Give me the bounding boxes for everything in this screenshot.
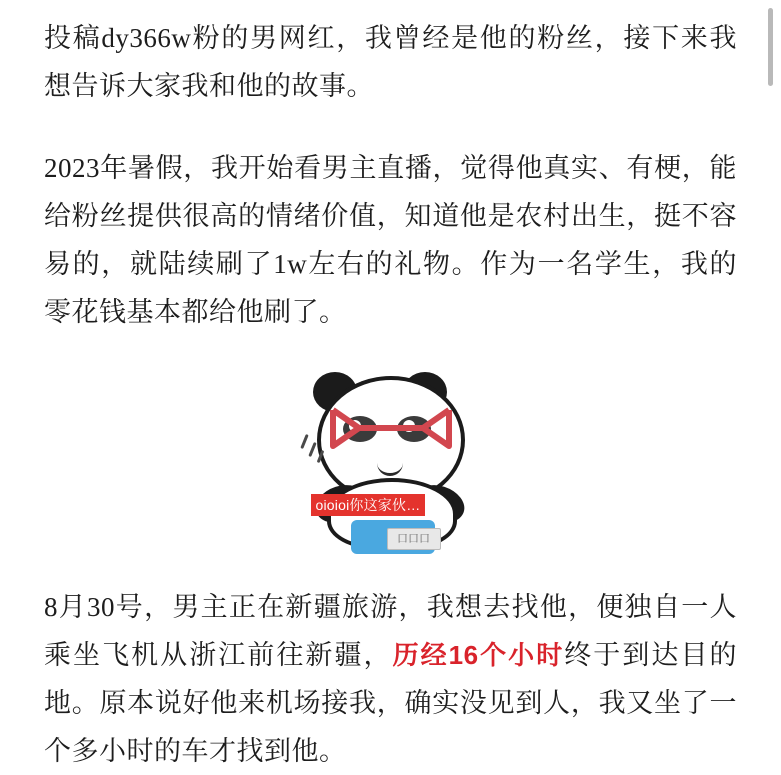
paragraph-1: 投稿dy366w粉的男网红，我曾经是他的粉丝，接下来我想告诉大家我和他的故事。 (44, 23, 737, 101)
meme-shirt-label: 口口口 (387, 528, 441, 550)
sweat-line-icon (300, 434, 308, 449)
meme-caption: oioioi你这家伙… (311, 494, 426, 516)
red-glasses-icon (329, 404, 453, 452)
paragraph-3-highlight: 历经16个小时 (392, 640, 565, 670)
figure-panda-meme (44, 370, 737, 555)
paragraph-3-text-after: 终于到达目的地。原本说好他来机场接我，确实没见到人，我又坐了一个多小时的车才找到他。 (44, 640, 737, 766)
scrollbar-track[interactable] (771, 0, 777, 760)
paragraph-2: 2023年暑假，我开始看男主直播，觉得他真实、有梗，能给粉丝提供很高的情绪价值，知道他是农村出生，挺不容易的，就陆续刷了1w左右的礼物。作为一名学生，我的零花钱基本都给他刷了。 (44, 153, 737, 327)
meme-image (291, 370, 491, 555)
scrollbar-thumb[interactable] (768, 8, 773, 86)
sweat-line-icon (308, 442, 316, 457)
paragraph-3 (44, 583, 737, 775)
paragraph-3-text-before: 8月30号，男主正在新疆旅游，我想去找他，便独自一人乘坐飞机从浙江前往新疆， (44, 592, 737, 670)
